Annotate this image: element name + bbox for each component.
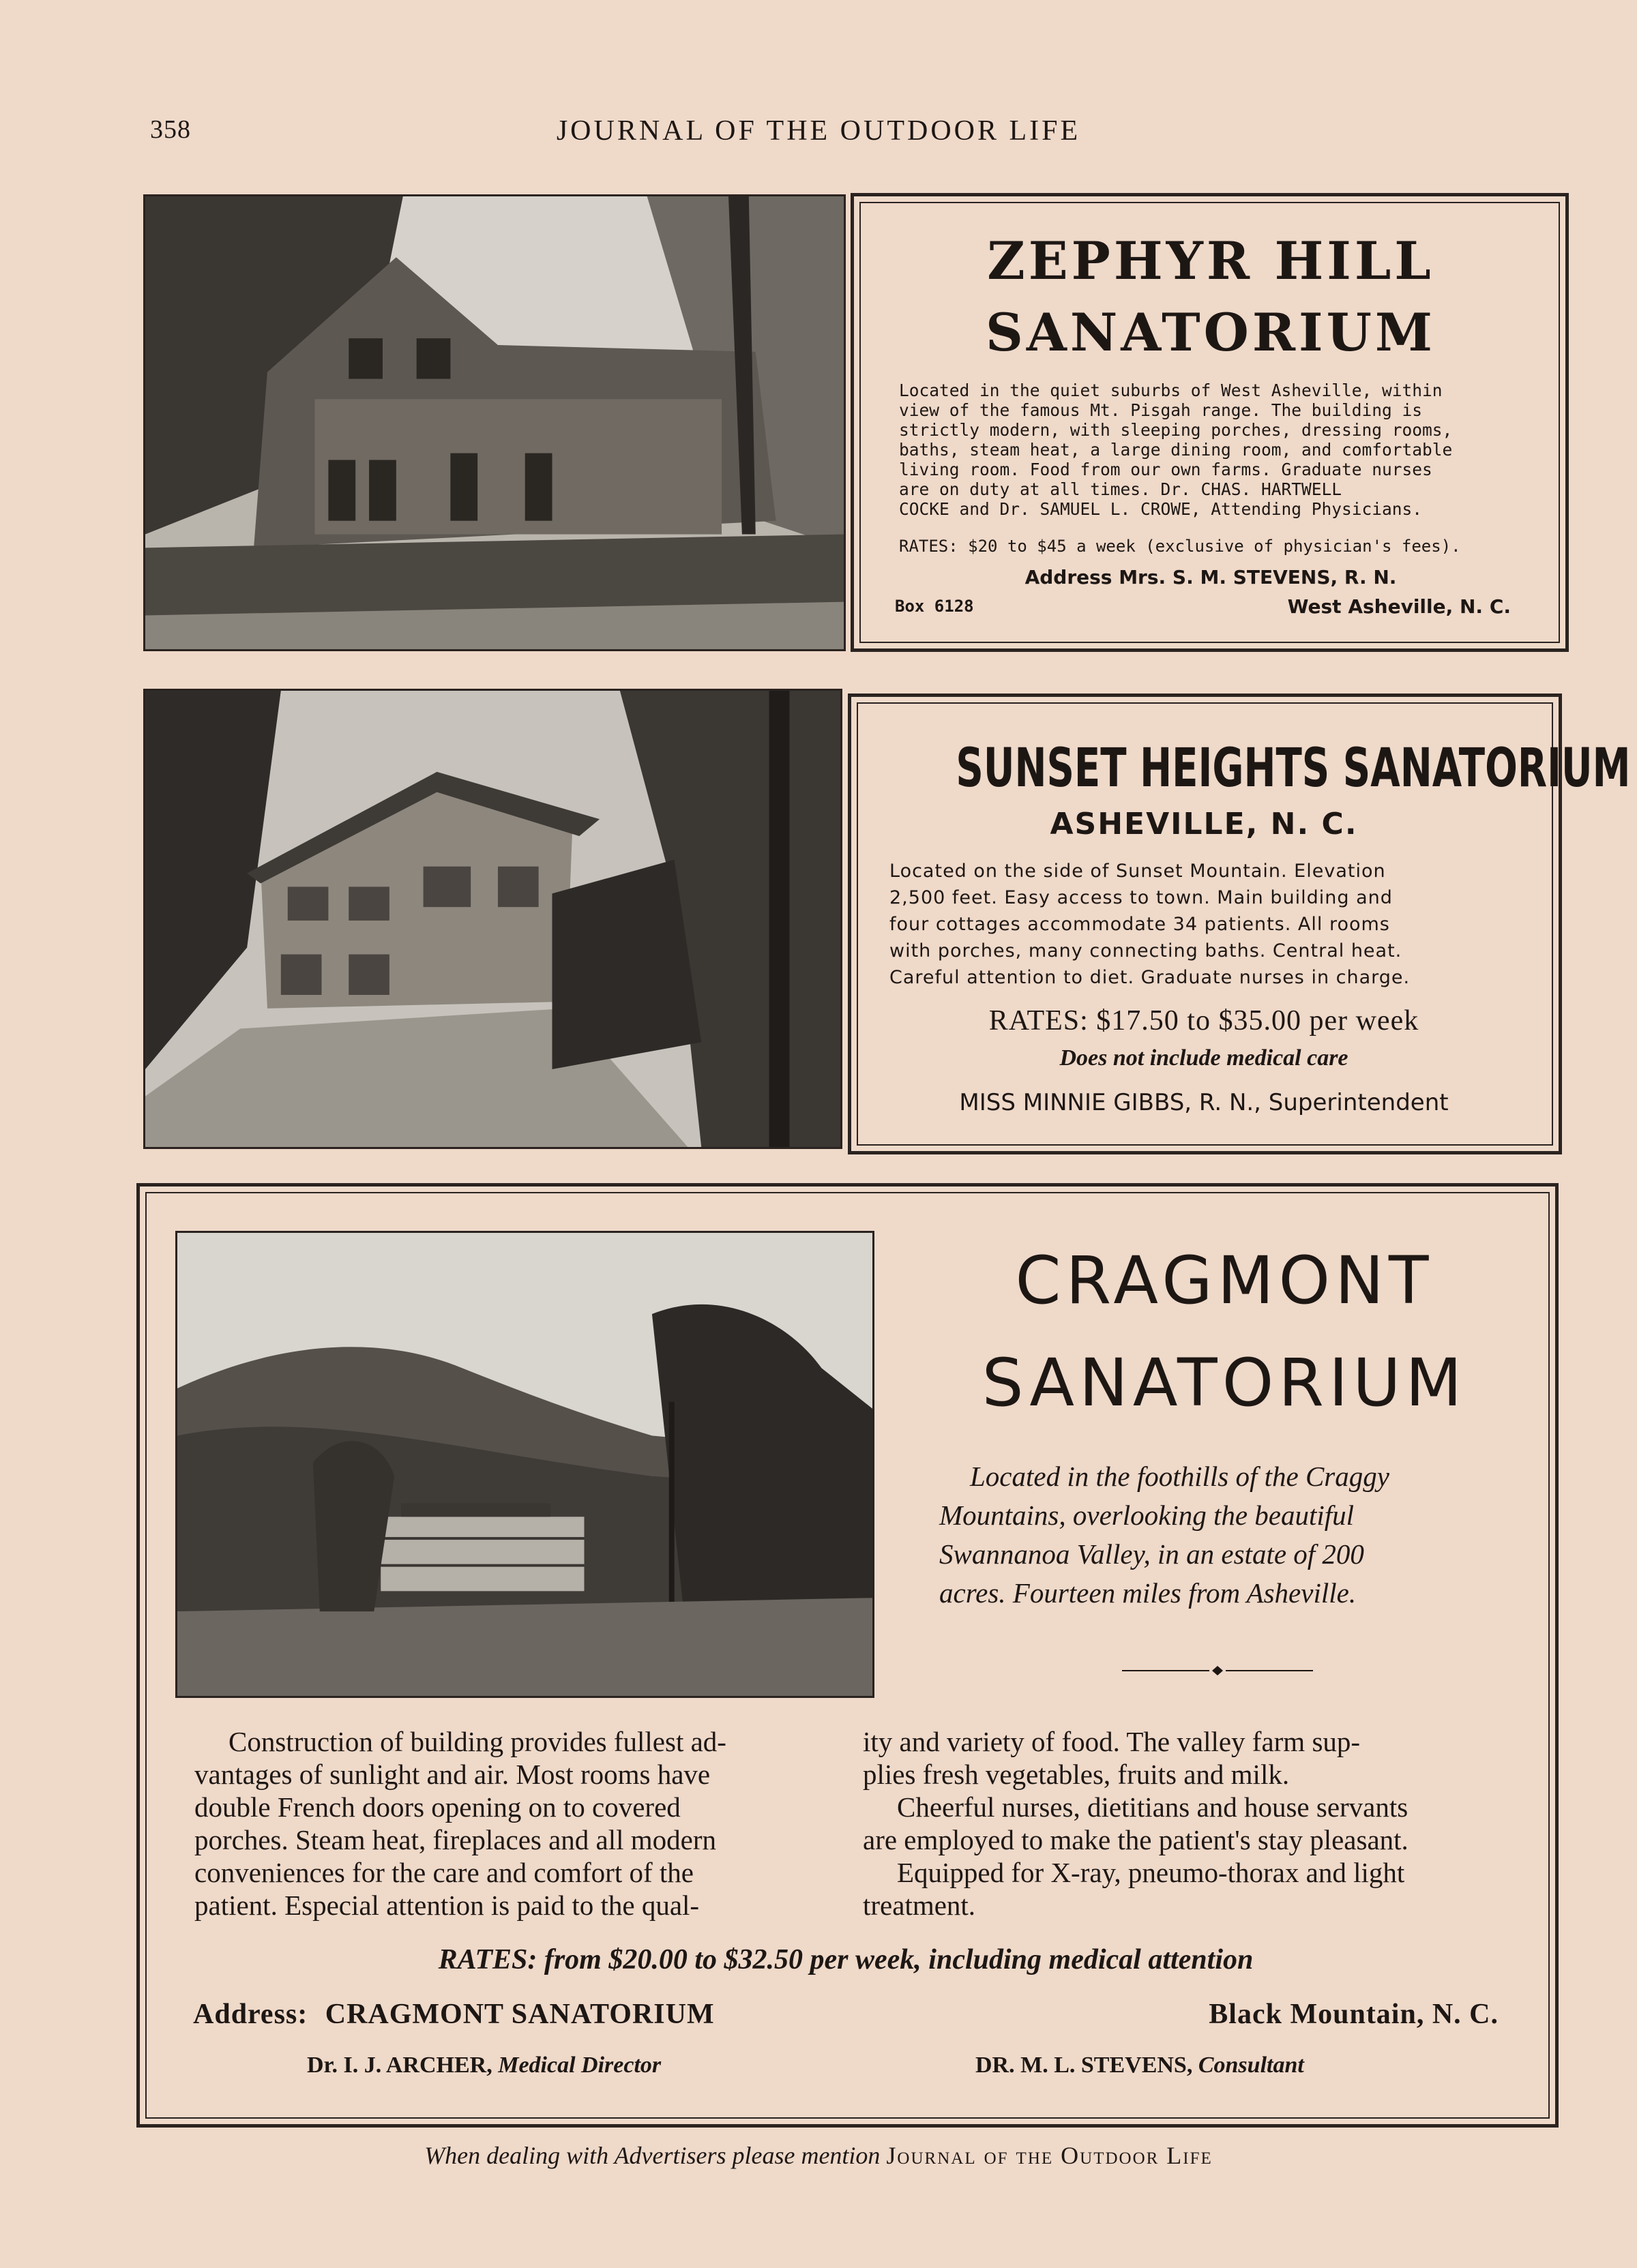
cragmont-right-column bbox=[863, 1725, 1501, 1922]
cragmont-body-line: porches. Steam heat, fireplaces and all modern bbox=[194, 1824, 717, 1855]
sunset-desc-line: 2,500 feet. Easy access to town. Main building and bbox=[889, 887, 1393, 908]
sunset-desc-line: with porches, many connecting baths. Central heat. bbox=[889, 940, 1402, 961]
zephyr-desc-line: are on duty at all times. Dr. CHAS. HARTWELL bbox=[899, 479, 1342, 499]
cragmont-address bbox=[193, 1998, 715, 2031]
journal-title: JOURNAL OF THE OUTDOOR LIFE bbox=[556, 115, 1081, 147]
footer-notice bbox=[0, 2141, 1637, 2170]
cragmont-body-line: vantages of sunlight and air. Most rooms have bbox=[194, 1759, 711, 1790]
cragmont-intro-line: Mountains, overlooking the beautiful bbox=[939, 1499, 1355, 1531]
sunset-desc-line: Careful attention to diet. Graduate nurses in charge. bbox=[889, 967, 1411, 988]
sunset-description bbox=[889, 858, 1505, 991]
consultant-name: DR. M. L. STEVENS, bbox=[975, 2053, 1193, 2078]
cragmont-intro-line: acres. Fourteen miles from Asheville. bbox=[939, 1577, 1357, 1609]
cragmont-body-line: treatment. bbox=[863, 1890, 976, 1921]
zephyr-rates: RATES: $20 to $45 a week (exclusive of physician's fees). bbox=[899, 537, 1461, 556]
zephyr-desc-line: Located in the quiet suburbs of West Asheville, within bbox=[899, 381, 1443, 400]
cragmont-body-line: Cheerful nurses, dietitians and house servants bbox=[897, 1791, 1409, 1823]
cragmont-intro bbox=[939, 1457, 1499, 1613]
sunset-title: SUNSET HEIGHTS SANATORIUM bbox=[956, 738, 1631, 799]
diamond-divider bbox=[1122, 1664, 1313, 1677]
zephyr-hill-photo bbox=[143, 194, 846, 651]
cragmont-body-line: Equipped for X-ray, pneumo-thorax and light bbox=[897, 1857, 1405, 1888]
cragmont-address-label: Address: bbox=[193, 1999, 308, 2030]
cragmont-intro-line: Located in the foothills of the Craggy bbox=[970, 1461, 1389, 1492]
footer-prefix: When dealing with Advertisers please mention bbox=[424, 2142, 881, 2169]
cragmont-left-column bbox=[194, 1725, 829, 1922]
zephyr-location: West Asheville, N. C. bbox=[1287, 595, 1511, 618]
sunset-note: Does not include medical care bbox=[1059, 1045, 1348, 1071]
sunset-desc-line: four cottages accommodate 34 patients. All rooms bbox=[889, 914, 1390, 935]
sunset-rates: RATES: $17.50 to $35.00 per week bbox=[988, 1005, 1419, 1036]
zephyr-title-line2: SANATORIUM bbox=[985, 302, 1436, 363]
director-name: Dr. I. J. ARCHER, bbox=[307, 2053, 492, 2078]
cragmont-director bbox=[307, 2053, 661, 2078]
cragmont-address-name: CRAGMONT SANATORIUM bbox=[325, 1999, 715, 2030]
cragmont-body-line: patient. Especial attention is paid to the qual- bbox=[194, 1890, 700, 1921]
cragmont-title-line2: SANATORIUM bbox=[982, 1345, 1467, 1421]
cragmont-body-line: ity and variety of food. The valley farm sup- bbox=[863, 1726, 1361, 1757]
sunset-desc-line: Located on the side of Sunset Mountain. Elevation bbox=[889, 861, 1386, 882]
zephyr-desc-line: living room. Food from our own farms. Graduate nurses bbox=[899, 460, 1432, 479]
consultant-role: Consultant bbox=[1198, 2053, 1304, 2078]
cragmont-consultant bbox=[975, 2053, 1304, 2078]
director-role: Medical Director bbox=[498, 2053, 662, 2078]
sunset-superintendent: MISS MINNIE GIBBS, R. N., Superintendent bbox=[959, 1089, 1449, 1116]
zephyr-address: Address Mrs. S. M. STEVENS, R. N. bbox=[1024, 566, 1397, 588]
sunset-subtitle: ASHEVILLE, N. C. bbox=[1050, 807, 1358, 841]
sunset-heights-photo bbox=[143, 689, 842, 1149]
cragmont-intro-line: Swannanoa Valley, in an estate of 200 bbox=[939, 1538, 1364, 1570]
zephyr-description bbox=[899, 381, 1511, 519]
page-number: 358 bbox=[150, 115, 191, 144]
cragmont-title-line1: CRAGMONT bbox=[1015, 1242, 1434, 1319]
zephyr-title-line1: ZEPHYR HILL bbox=[987, 230, 1434, 291]
cragmont-rates: RATES: from $20.00 to $32.50 per week, including medical attention bbox=[438, 1944, 1254, 1975]
zephyr-desc-line: strictly modern, with sleeping porches, dressing rooms, bbox=[899, 420, 1453, 440]
footer-journal: Journal of the Outdoor Life bbox=[886, 2142, 1213, 2169]
zephyr-box: Box 6128 bbox=[895, 597, 974, 616]
cragmont-body-line: are employed to make the patient's stay pleasant. bbox=[863, 1824, 1409, 1855]
cragmont-photo bbox=[175, 1231, 874, 1698]
zephyr-desc-line: view of the famous Mt. Pisgah range. The building is bbox=[899, 400, 1423, 420]
zephyr-desc-line: baths, steam heat, a large dining room, and comfortable bbox=[899, 440, 1453, 460]
cragmont-address-location: Black Mountain, N. C. bbox=[1209, 1999, 1499, 2030]
cragmont-body-line: double French doors opening on to covered bbox=[194, 1791, 681, 1823]
cragmont-body-line: plies fresh vegetables, fruits and milk. bbox=[863, 1759, 1290, 1790]
cragmont-body-line: Construction of building provides fullest ad- bbox=[228, 1726, 726, 1757]
zephyr-desc-line: COCKE and Dr. SAMUEL L. CROWE, Attending Physicians. bbox=[899, 499, 1423, 519]
cragmont-body-line: conveniences for the care and comfort of the bbox=[194, 1857, 694, 1888]
